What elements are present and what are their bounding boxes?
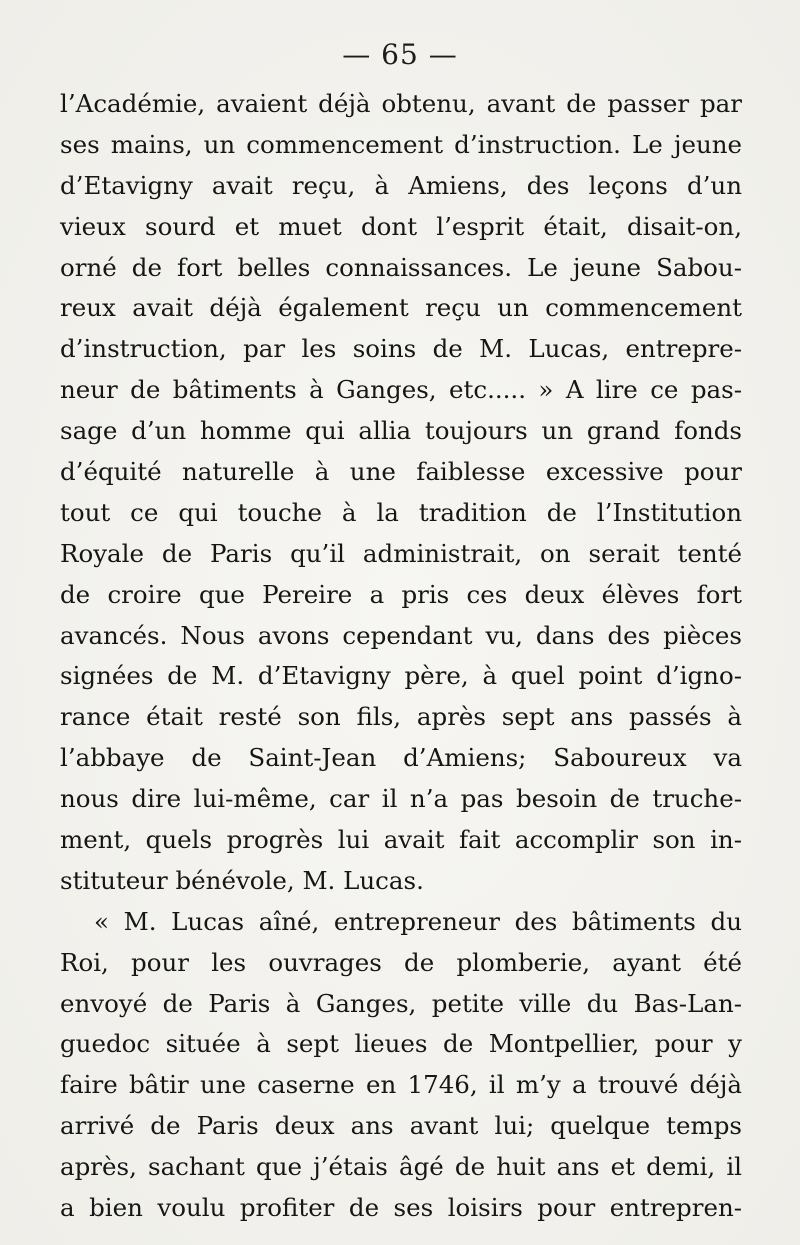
text-line: ment, quels progrès lui avait fait accomplir son in- [60, 825, 742, 855]
text-line: faire bâtir une caserne en 1746, il m’y a trouvé déjà [60, 1070, 742, 1100]
text-line: Roi, pour les ouvrages de plomberie, ayant été [60, 947, 742, 977]
text-line: envoyé de Paris à Ganges, petite ville du Bas-Lan- [60, 988, 742, 1018]
text-line: sage d’un homme qui allia toujours un grand fonds [60, 416, 742, 446]
text-line: vieux sourd et muet dont l’esprit était, disait-on, [60, 211, 742, 241]
text-line: d’Etavigny avait reçu, à Amiens, des leçons d’un [60, 170, 742, 200]
text-line: de croire que Pereire a pris ces deux élèves fort [60, 579, 742, 609]
text-line: reux avait déjà également reçu un commencement [60, 293, 742, 323]
text-line: Royale de Paris qu’il administrait, on serait tenté [60, 538, 742, 568]
text-line: guedoc située à sept lieues de Montpellier, pour y [60, 1029, 742, 1059]
text-line: neur de bâtiments à Ganges, etc..... » A lire ce pas- [60, 375, 742, 405]
text-line: a bien voulu profiter de ses loisirs pour entrepren- [60, 1193, 742, 1223]
text-line: orné de fort belles connaissances. Le jeune Sabou- [60, 252, 742, 282]
text-line: nous dire lui-même, car il n’a pas besoin de truche- [60, 784, 742, 814]
text-line: ses mains, un commencement d’instruction. Le jeune [60, 129, 742, 159]
text-line: rance était resté son fils, après sept ans passés à [60, 702, 742, 732]
body-text [60, 84, 742, 1229]
text-line: signées de M. d’Etavigny père, à quel point d’igno- [60, 661, 742, 691]
text-line: après, sachant que j’étais âgé de huit ans et demi, il [60, 1152, 742, 1182]
text-line: l’abbaye de Saint-Jean d’Amiens; Saboureux va [60, 743, 742, 773]
text-line-paragraph-start: « M. Lucas aîné, entrepreneur des bâtiments du [94, 906, 742, 936]
text-line: l’Académie, avaient déjà obtenu, avant de passer par [60, 89, 742, 118]
text-line: arrivé de Paris deux ans avant lui; quelque temps [60, 1111, 742, 1141]
text-line: d’instruction, par les soins de M. Lucas, entrepre- [60, 334, 742, 364]
page-number: — 65 — [342, 38, 458, 71]
text-line-paragraph-end: stituteur bénévole, M. Lucas. [60, 865, 424, 895]
text-line: avancés. Nous avons cependant vu, dans des pièces [60, 620, 742, 650]
text-line: tout ce qui touche à la tradition de l’Institution [60, 497, 742, 527]
text-line: d’équité naturelle à une faiblesse excessive pour [60, 457, 742, 487]
